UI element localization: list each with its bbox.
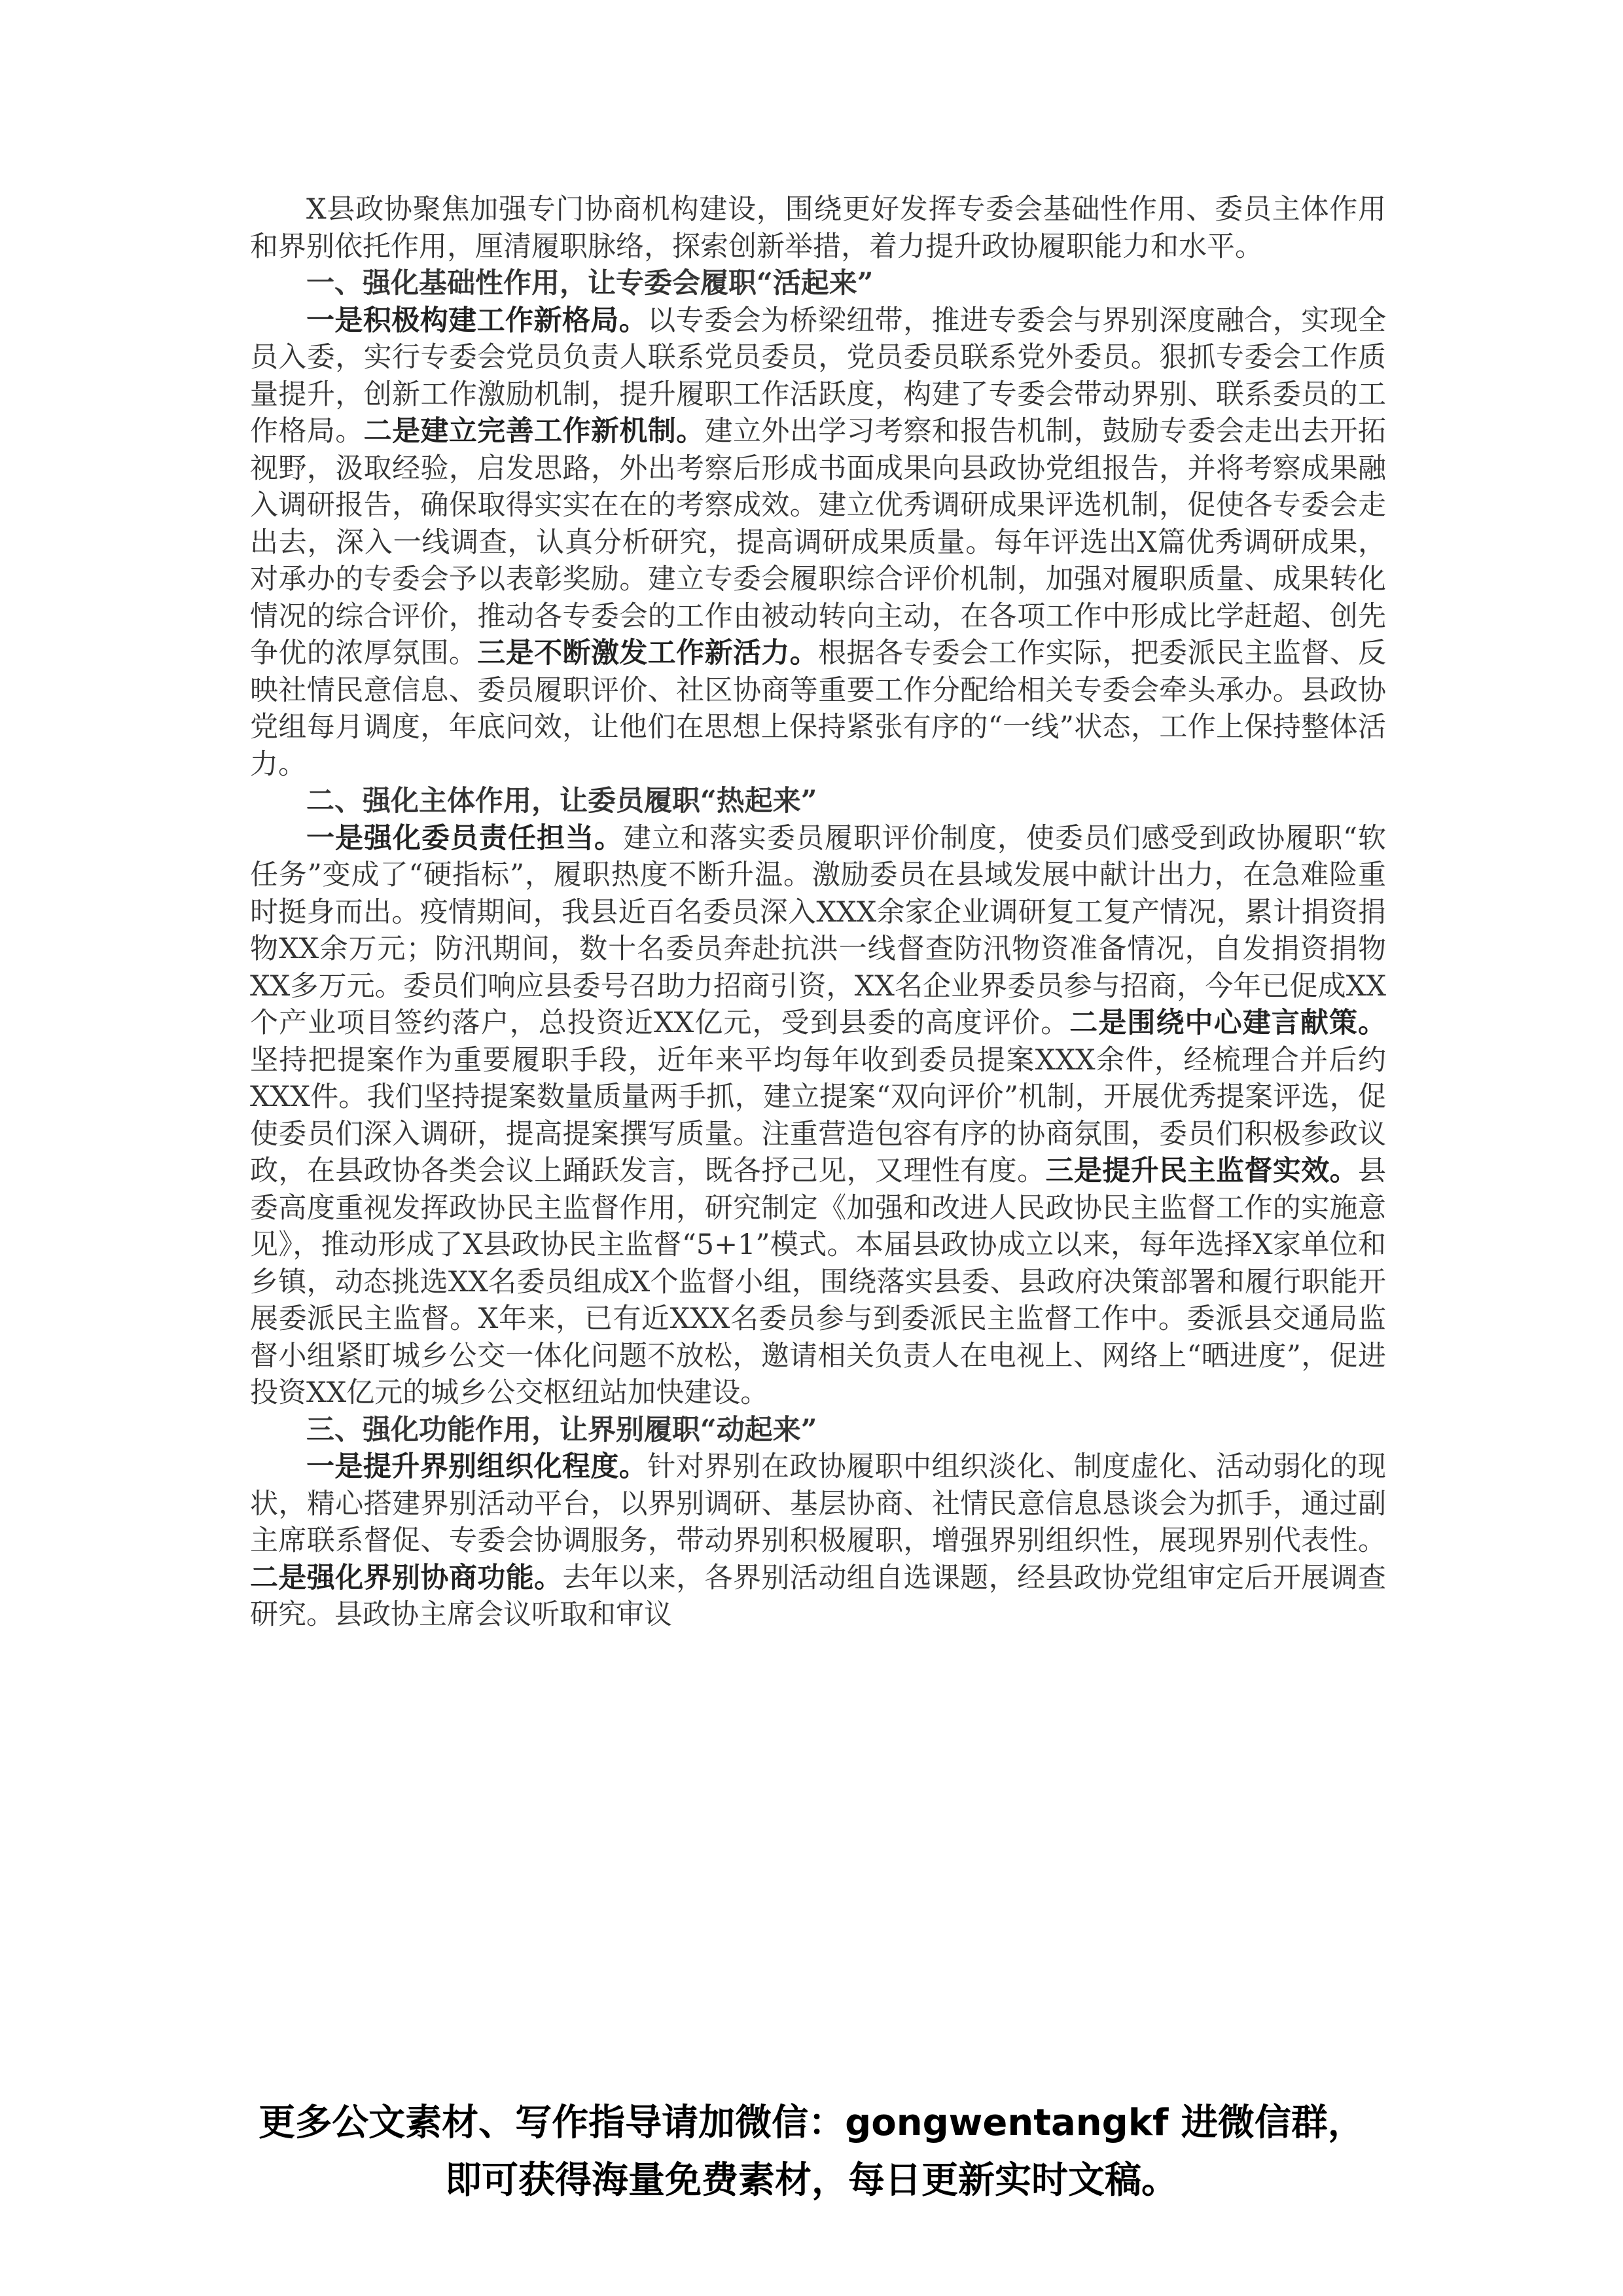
bold-lead: 二是围绕中心建言献策。 xyxy=(1069,1007,1386,1039)
paragraph-text: 县委高度重视发挥政协民主监督作用，研究制定《加强和改进人民政协民主监督工作的实施意见》，推动形成了X县政协民主监督“5+1”模式。本届县政协成立以来，每年选择X家单位和乡镇，动态挑选XX名委员组成X个监督小组，围绕落实县委、县政府决策部署和履行职能开展委派民主监督。X年来，已有近XXX名委员参与到委派民主监督工作中。委派县交通局监督小组紧盯城乡公交一体化问题不放松，邀请相关负责人在电视上、网络上“晒进度”，促进投资XX亿元的城乡公交枢纽站加快建设。 xyxy=(250,1155,1387,1409)
promo-line-1: 更多公文素材、写作指导请加微信：gongwentangkf 进微信群， xyxy=(259,2102,1364,2144)
promo-line-2: 即可获得海量免费素材，每日更新实时文稿。 xyxy=(445,2159,1178,2202)
bold-lead: 一是积极构建工作新格局。 xyxy=(306,304,648,337)
document-body xyxy=(250,191,1386,1634)
section-1-heading: 一、强化基础性作用，让专委会履职“活起来” xyxy=(306,267,874,300)
bold-lead: 一是强化委员责任担当。 xyxy=(306,821,624,855)
paragraph-text: 针对界别在政协履职中组织淡化、制度虚化、活动弱化的现状，精心搭建界别活动平台，以界别调研、基层协商、社情民意信息恳谈会为抓手，通过副主席联系督促、专委会协调服务，带动界别积极履职，增强界别组织性，展现界别代表性。 xyxy=(250,1450,1387,1557)
section-1-paragraph xyxy=(250,302,1386,783)
paragraph-text: 根据各专委会工作实际，把委派民主监督、反映社情民意信息、委员履职评价、社区协商等重要工作分配给相关专委会牵头承办。县政协党组每月调度，年底问效，让他们在思想上保持紧张有序的“一线”状态，工作上保持整体活力。 xyxy=(250,637,1387,781)
section-2-heading: 二、强化主体作用，让委员履职“热起来” xyxy=(306,785,817,817)
bold-lead: 三是提升民主监督实效。 xyxy=(1045,1155,1359,1187)
intro-paragraph: X县政协聚焦加强专门协商机构建设，围绕更好发挥专委会基础性作用、委员主体作用和界别依托作用，厘清履职脉络，探索创新举措，着力提升政协履职能力和水平。 xyxy=(250,193,1386,263)
paragraph-text: 以专委会为桥梁纽带，推进专委会与界别深度融合，实现全员入委，实行专委会党员负责人联系党员委员，党员委员联系党外委员。狠抓专委会工作质量提升，创新工作激励机制，提升履职工作活跃度，构建了专委会带动界别、联系委员的工作格局。 xyxy=(250,304,1387,448)
bold-lead: 二是强化界别协商功能。 xyxy=(250,1561,563,1594)
paragraph-text: 建立和落实委员履职评价制度，使委员们感受到政协履职“软任务”变成了“硬指标”，履职热度不断升温。激励委员在县域发展中献计出力，在急难险重时挺身而出。疫情期间，我县近百名委员深入XXX余家企业调研复工复产情况，累计捐资捐物XX余万元；防汛期间，数十名委员奔赴抗洪一线督查防汛物资准备情况，自发捐资捐物XX多万元。委员们响应县委号召助力招商引资，XX名企业界委员参与招商，今年已促成XX个产业项目签约落户，总投资近XX亿元，受到县委的高度评价。 xyxy=(250,821,1387,1039)
paragraph-text: 建立外出学习考察和报告机制，鼓励专委会走出去开拓视野，汲取经验，启发思路，外出考察后形成书面成果向县政协党组报告，并将考察成果融入调研报告，确保取得实实在在的考察成效。建立优秀调研成果评选机制，促使各专委会走出去，深入一线调查，认真分析研究，提高调研成果质量。每年评选出X篇优秀调研成果，对承办的专委会予以表彰奖励。建立专委会履职综合评价机制，加强对履职质量、成果转化情况的综合评价，推动各专委会的工作由被动转向主动，在各项工作中形成比学赶超、创先争优的浓厚氛围。 xyxy=(250,415,1387,670)
bold-lead: 二是建立完善工作新机制。 xyxy=(363,415,705,448)
bold-lead: 一是提升界别组织化程度。 xyxy=(306,1450,648,1483)
section-3-heading: 三、强化功能作用，让界别履职“动起来” xyxy=(306,1413,817,1446)
section-3-paragraph xyxy=(250,1448,1386,1634)
section-2-paragraph xyxy=(250,820,1386,1412)
promo-footer xyxy=(0,2094,1623,2210)
paragraph-text: 坚持把提案作为重要履职手段，近年来平均每年收到委员提案XXX余件，经梳理合并后约XXX件。我们坚持提案数量质量两手抓，建立提案“双向评价”机制，开展优秀提案评选，促使委员们深入调研，提高提案撰写质量。注重营造包容有序的协商氛围，委员们积极参政议政，在县政协各类会议上踊跃发言，既各抒己见，又理性有度。 xyxy=(250,1043,1386,1187)
paragraph-text: 去年以来，各界别活动组自选课题，经县政协党组审定后开展调查研究。县政协主席会议听取和审议 xyxy=(250,1561,1387,1631)
bold-lead: 三是不断激发工作新活力。 xyxy=(477,637,819,670)
